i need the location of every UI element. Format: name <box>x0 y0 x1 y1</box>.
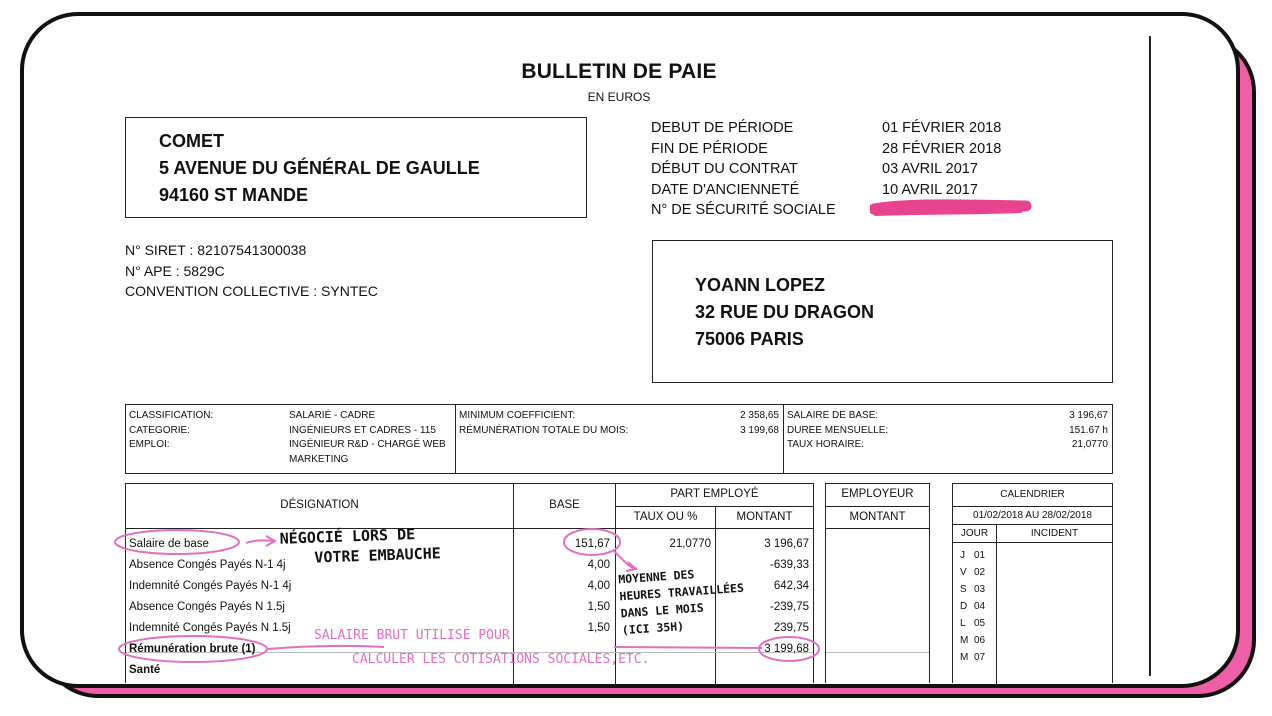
calendar-title: CALENDRIER <box>1000 489 1065 500</box>
class-label: EMPLOI: <box>129 439 170 450</box>
right-value: 21,0770 <box>1071 439 1108 450</box>
col-employeur: EMPLOYEUR <box>841 488 914 500</box>
row-designation: Absence Congés Payés N 1.5j <box>129 601 285 613</box>
row-montant: -239,75 <box>769 601 809 613</box>
mid-value: 3 199,68 <box>740 424 779 436</box>
row-designation: Santé <box>129 664 161 676</box>
row-base: 4,00 <box>587 559 610 571</box>
col-base: BASE <box>549 499 580 511</box>
calendar-day: S 03 <box>960 584 986 595</box>
arrow-moyenne <box>614 551 636 571</box>
note-brut-line2: CALCULER LES COTISATIONS SOCIALES,ETC. <box>352 652 650 667</box>
right-label: TAUX HORAIRE: <box>787 439 865 450</box>
col-incident: INCIDENT <box>1030 528 1079 539</box>
note-moyenne-line2: HEURES TRAVAILLÉES <box>619 580 745 604</box>
employee-name: YOANN LOPEZ <box>695 275 826 295</box>
employee-street: 32 RUE DU DRAGON <box>695 302 875 322</box>
note-negocie <box>279 523 441 569</box>
employer-city: 94160 ST MANDE <box>159 185 309 205</box>
note-moyenne-line3: DANS LE MOIS <box>620 600 705 621</box>
period-value: 03 AVRIL 2017 <box>882 161 978 177</box>
card-frame <box>20 12 1240 688</box>
mid-label: MINIMUM COEFFICIENT: <box>459 410 576 421</box>
period-label: DATE D'ANCIENNETÉ <box>651 181 800 198</box>
note-negocie-line1: NÉGOCIÉ LORS DE <box>279 525 416 548</box>
row-designation: Absence Congés Payés N-1 4j <box>129 559 286 571</box>
note-negocie-line2: VOTRE EMBAUCHE <box>314 544 442 567</box>
row-base: 151,67 <box>574 538 610 550</box>
arrow-negocie <box>246 536 275 546</box>
calendar-day: M 06 <box>960 635 986 646</box>
note-brut-line1: SALAIRE BRUT UTILISÉ POUR <box>314 628 510 643</box>
calendar-day: D 04 <box>960 601 986 612</box>
calendar-range: 01/02/2018 AU 28/02/2018 <box>973 510 1092 521</box>
siret: N° SIRET : 82107541300038 <box>125 242 307 258</box>
convention: CONVENTION COLLECTIVE : SYNTEC <box>125 283 378 299</box>
right-value: 3 196,67 <box>1069 410 1108 421</box>
mid-label: RÉMUNÉRATION TOTALE DU MOIS: <box>459 424 629 436</box>
mid-value: 2 358,65 <box>740 410 779 421</box>
period-value: 10 AVRIL 2017 <box>882 181 978 198</box>
period-value: 01 FÉVRIER 2018 <box>882 120 1002 136</box>
doc-subtitle: EN EUROS <box>587 90 651 104</box>
calendar-day: J 01 <box>960 550 986 561</box>
col-part-employe: PART EMPLOYÉ <box>670 488 759 500</box>
class-value: INGÉNIEURS ET CADRES - 115 <box>289 424 436 436</box>
col-taux: TAUX OU % <box>633 511 698 523</box>
row-designation: Indemnité Congés Payés N 1.5j <box>129 622 291 634</box>
circle-base-151 <box>564 529 620 555</box>
employer-name: COMET <box>159 131 224 151</box>
calendar-day: M 07 <box>960 652 986 663</box>
row-taux: 21,0770 <box>669 538 711 550</box>
employee-city: 75006 PARIS <box>695 329 804 349</box>
col-designation: DÉSIGNATION <box>280 499 359 511</box>
ape: N° APE : 5829C <box>125 262 225 279</box>
row-designation: Rémunération brute (1) <box>129 643 256 655</box>
row-montant: 642,34 <box>773 580 809 592</box>
col-jour: JOUR <box>960 528 989 539</box>
note-brut <box>314 624 649 672</box>
col-employeur-montant: MONTANT <box>849 511 906 523</box>
row-montant: -639,33 <box>769 559 809 571</box>
row-base: 1,50 <box>587 622 610 634</box>
class-label: CATEGORIE: <box>129 424 190 436</box>
note-moyenne-line1: MOYENNE DES <box>617 567 695 587</box>
period-label: DEBUT DE PÉRIODE <box>651 120 794 136</box>
right-label: DUREE MENSUELLE: <box>787 424 889 436</box>
class-value: SALARIÉ - CADRE <box>289 410 376 421</box>
right-label: SALAIRE DE BASE: <box>787 410 879 421</box>
row-base: 1,50 <box>587 601 610 613</box>
row-montant: 3 199,68 <box>764 643 809 655</box>
col-montant: MONTANT <box>736 511 793 523</box>
period-label: N° DE SÉCURITÉ SOCIALE <box>651 202 836 218</box>
class-label: CLASSIFICATION: <box>129 410 214 421</box>
row-montant: 239,75 <box>773 622 809 634</box>
circle-montant-brut <box>759 637 819 661</box>
row-designation: Indemnité Congés Payés N-1 4j <box>129 580 292 592</box>
calendar-day: L 05 <box>960 618 986 629</box>
doc-title: BULLETIN DE PAIE <box>521 60 717 83</box>
circle-remuneration-brute <box>119 636 267 662</box>
right-value: 151.67 h <box>1069 424 1108 436</box>
employer-street: 5 AVENUE DU GÉNÉRAL DE GAULLE <box>159 158 480 178</box>
calendar-day: V 02 <box>960 567 986 578</box>
payslip-document <box>24 16 1236 684</box>
row-montant: 3 196,67 <box>764 538 809 550</box>
class-value: INGÉNIEUR R&D - CHARGÉ WEB MARKETING <box>289 439 446 465</box>
row-designation: Salaire de base <box>129 538 209 550</box>
period-label: FIN DE PÉRIODE <box>651 140 768 157</box>
period-value: 28 FÉVRIER 2018 <box>882 140 1002 157</box>
period-label: DÉBUT DU CONTRAT <box>651 161 798 177</box>
circle-salaire-de-base <box>115 530 239 554</box>
note-moyenne-line4: (ICI 35H) <box>621 618 685 638</box>
row-base: 4,00 <box>587 580 610 592</box>
